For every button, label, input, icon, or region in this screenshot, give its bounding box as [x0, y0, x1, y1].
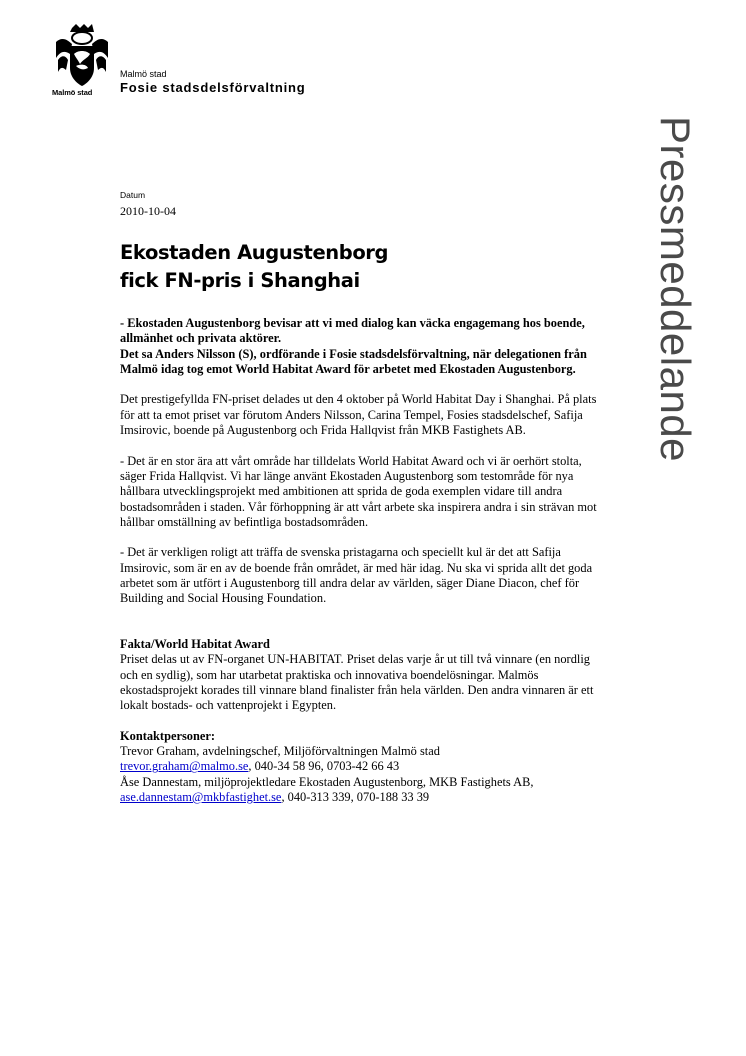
fakta-text: Priset delas ut av FN-organet UN-HABITAT. Priset delas varje år ut till två vinnare (en nordlig och en sydlig), som har utarbetat praktiska och innovativa boendelösningar. Malmös ekostadsprojekt korades till vinnare bland finalister från hela världen. Den andra vinnaren är ett lokalt bostads- och vattenprojekt i Egypten.	[120, 652, 594, 713]
logo-caption: Malmö stad	[52, 88, 93, 97]
date-label: Datum	[120, 190, 146, 200]
organization-city: Malmö stad	[120, 69, 167, 79]
contact-1-name: Trevor Graham, avdelningschef, Miljöförvaltningen Malmö stad	[120, 744, 440, 759]
page-title	[120, 239, 388, 295]
malmo-stad-logo	[52, 24, 112, 90]
article-body	[120, 316, 600, 821]
title-line-1: Ekostaden Augustenborg	[120, 241, 389, 264]
contact-2-phones: , 040-313 339, 070-188 33 39	[281, 789, 430, 804]
section-spacer	[120, 622, 600, 637]
contact-1-phones: , 040-34 58 96, 0703-42 66 43	[248, 759, 400, 774]
date-value: 2010-10-04	[120, 204, 176, 218]
contact-2-email-link[interactable]: ase.dannestam@mkbfastighet.se	[120, 789, 282, 804]
title-line-2: fick FN-pris i Shanghai	[120, 269, 360, 292]
body-paragraph: Det prestigefyllda FN-priset delades ut den 4 oktober på World Habitat Day i Shanghai. På plats för att ta emot priset var förutom Anders Nilsson, Carina Tempel, Fosies stadsdelschef, Safija Imsirovic, boende på Augustenborg och Frida Hallqvist från MKB Fastighets AB.	[120, 392, 597, 438]
body-paragraph: - Det är en stor ära att vårt område har tilldelats World Habitat Award och vi är oerhört stolta, säger Frida Hallqvist. Vi har länge använt Ekostaden Augustenborg som testområde för nya hållbara utvecklingsprojekt med ambitionen att sprida de goda exemplen vidare till andra bostadsområden i staden. Vår förhoppning är att vårt arbete ska inspirera andra i sin strävan mot hållbar omställning av befintliga bostadsområden.	[120, 453, 597, 529]
fakta-heading: Fakta/World Habitat Award	[120, 636, 270, 651]
contact-2-name: Åse Dannestam, miljöprojektledare Ekostaden Augustenborg, MKB Fastighets AB,	[120, 774, 534, 789]
organization-department: Fosie stadsdelsförvaltning	[120, 80, 306, 95]
document-type-label: Pressmeddelande	[652, 116, 699, 463]
lead-paragraph	[120, 316, 600, 377]
contacts-section	[120, 729, 600, 805]
lead-attribution: Det sa Anders Nilsson (S), ordförande i Fosie stadsdelsförvaltning, när delegationen från Malmö idag tog emot World Habitat Award för arbetet med Ekostaden Augustenborg.	[120, 346, 587, 376]
fakta-section	[120, 637, 600, 713]
contact-1-email-link[interactable]: trevor.graham@malmo.se	[120, 759, 249, 774]
body-paragraph: - Det är verkligen roligt att träffa de svenska pristagarna och speciellt kul är det att Safija Imsirovic, som är en av de boende från området, är med här idag. Nu ska vi sprida allt det goda arbetet som är utfört i Augustenborg till andra delar av världen, säger Diane Diacon, chef för Building and Social Housing Foundation.	[120, 545, 593, 606]
contacts-heading: Kontaktpersoner:	[120, 728, 215, 743]
lead-quote: - Ekostaden Augustenborg bevisar att vi med dialog kan väcka engagemang hos boende, allmänhet och privata aktörer.	[120, 316, 585, 346]
